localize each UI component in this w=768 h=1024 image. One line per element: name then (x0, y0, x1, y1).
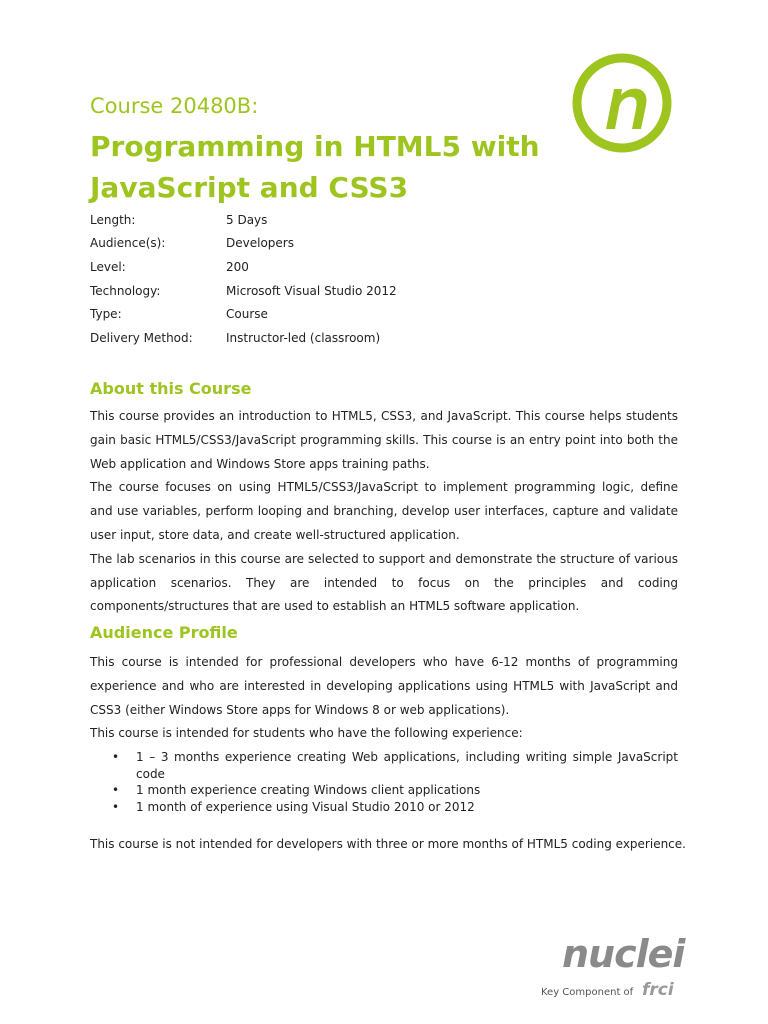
detail-value: 200 (226, 259, 249, 274)
frci-wordmark: frci (642, 980, 674, 1000)
about-heading: About this Course (90, 379, 252, 398)
audience-paragraph: This course is intended for professional developers who have 6-12 months of programming experience and who are interested in developing applications using HTML5 with JavaScript and CSS3 (either Windows Store apps for Windows 8 or web applications). (90, 655, 678, 717)
closing-note: This course is not intended for developers with three or more months of HTML5 coding experience. (90, 837, 686, 851)
course-details-table (90, 208, 397, 350)
audience-paragraph: This course is intended for students who have the following experience: (90, 726, 523, 741)
course-code: Course 20480B: (90, 94, 259, 118)
detail-row-type (90, 302, 397, 326)
detail-value: Course (226, 307, 268, 322)
list-item-text: 1 – 3 months experience creating Web applications, including writing simple JavaScript code (136, 750, 678, 781)
list-item (90, 782, 678, 799)
audience-heading: Audience Profile (90, 623, 238, 642)
detail-row-technology (90, 279, 397, 303)
bullet-icon: • (112, 783, 120, 797)
about-paragraph: This course provides an introduction to HTML5, CSS3, and JavaScript. This course helps students gain basic HTML5/CSS3/JavaScript programming skills. This course is an entry point into both the Web application and Windows Store apps training paths. (90, 409, 678, 471)
experience-list (90, 749, 678, 815)
detail-label: Delivery Method: (90, 330, 193, 345)
about-paragraph: The lab scenarios in this course are selected to support and demonstrate the structure of various application scenarios. They are intended to focus on the principles and coding components/structures that are used to establish an HTML5 software application. (90, 551, 678, 614)
detail-value: Microsoft Visual Studio 2012 (226, 283, 397, 298)
detail-row-audience (90, 232, 397, 256)
audience-body (90, 651, 678, 746)
detail-label: Technology: (90, 283, 161, 298)
nuclei-wordmark: nuclei (562, 932, 685, 976)
detail-row-delivery (90, 326, 397, 350)
bullet-icon: • (112, 799, 120, 814)
detail-label: Length: (90, 212, 136, 227)
course-title: Programming in HTML5 with JavaScript and CSS3 (90, 130, 540, 204)
detail-value: Developers (226, 236, 294, 251)
list-item-text: 1 month experience creating Windows client applications (136, 783, 481, 797)
list-item-text: 1 month of experience using Visual Studio 2010 or 2012 (136, 799, 475, 814)
footer-note: Key Component of (541, 987, 634, 998)
detail-value: 5 Days (226, 212, 268, 227)
detail-row-length (90, 208, 397, 232)
list-item (90, 749, 678, 782)
about-paragraph: The course focuses on using HTML5/CSS3/JavaScript to implement programming logic, define and use variables, perform looping and branching, develop user interfaces, capture and validate user input, store data, and create well-structured application. (90, 480, 678, 542)
detail-label: Audience(s): (90, 236, 166, 251)
detail-value: Instructor-led (classroom) (226, 330, 381, 345)
list-item (90, 799, 678, 816)
detail-label: Type: (90, 307, 122, 322)
bullet-icon: • (112, 750, 120, 764)
detail-label: Level: (90, 259, 126, 274)
about-body (90, 405, 678, 619)
detail-row-level (90, 255, 397, 279)
